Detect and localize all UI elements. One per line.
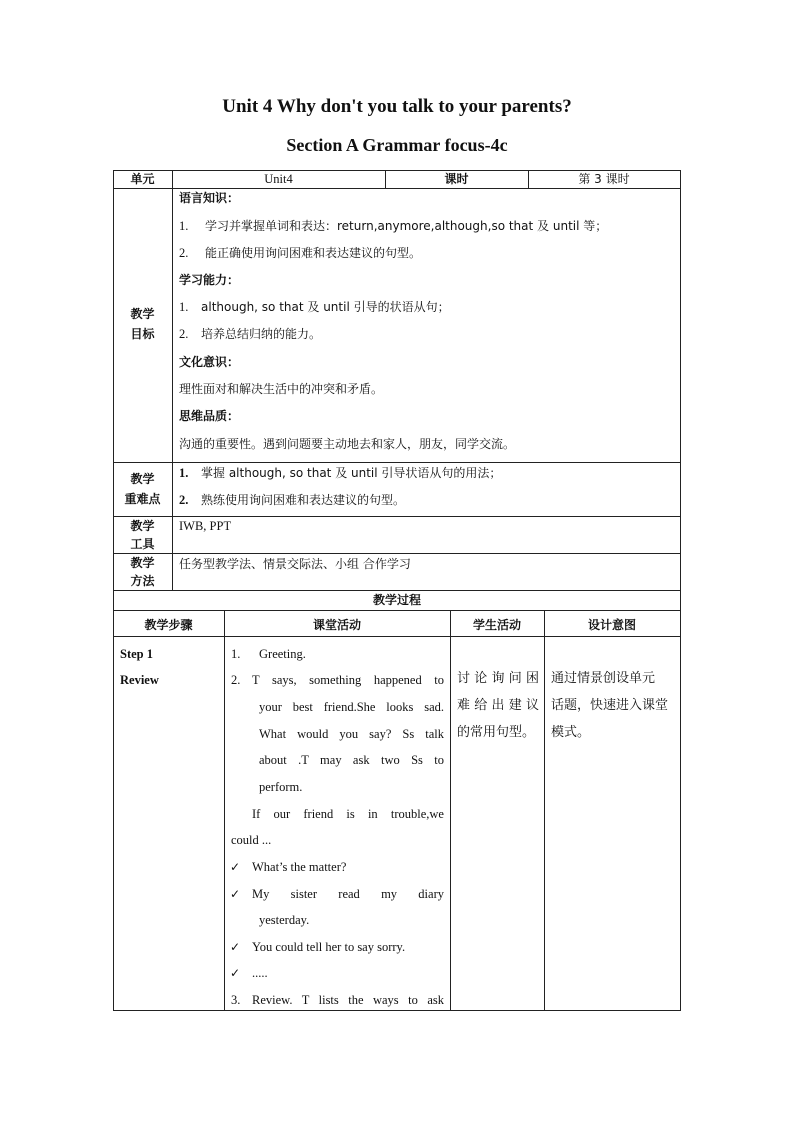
activity-item-2-line-5: perform.	[259, 780, 303, 794]
document-title: Unit 4 Why don't you talk to your parents?	[222, 96, 572, 117]
methods-label-2: 方法	[130, 574, 155, 588]
check-item-4: .....	[252, 966, 268, 980]
check-item-2-line-2: yesterday.	[259, 913, 310, 927]
column-header-steps: 教学步骤	[144, 618, 193, 632]
activity-item-num-1: 1.	[231, 647, 241, 661]
column-header-activities: 课堂活动	[312, 618, 361, 632]
check-item-2-line-1: My sister read my diary	[252, 887, 444, 901]
check-icon: ✓	[230, 940, 241, 954]
design-intention-line-2: 话题，快速进入课堂	[551, 698, 669, 713]
check-icon: ✓	[230, 860, 241, 874]
document-subtitle: Section A Grammar focus-4c	[286, 135, 508, 155]
objectives-label-1: 教学	[130, 307, 155, 321]
column-header-design: 设计意图	[587, 618, 636, 632]
check-icon: ✓	[230, 887, 241, 901]
step-name: Step 1	[120, 647, 153, 661]
activity-item-2-line-4: about .T may ask two Ss to	[259, 753, 444, 767]
design-intention-line-3: 模式。	[551, 725, 591, 740]
thinking-heading: 思维品质：	[179, 409, 240, 423]
activity-item-1: Greeting.	[259, 647, 306, 661]
language-item-num-2: 2.	[179, 246, 189, 260]
activity-item-2-line-1: T says, something happened to	[252, 673, 444, 687]
design-intention-line-1: 通过情景创设单元	[551, 671, 656, 686]
check-icon: ✓	[230, 966, 241, 980]
process-title: 教学过程	[372, 593, 421, 607]
activity-item-num-3: 3.	[231, 993, 241, 1007]
objectives-label-2: 目标	[130, 327, 155, 341]
activity-paragraph-line-2: could ...	[231, 833, 272, 847]
tools-value: IWB, PPT	[179, 519, 232, 533]
ability-item-1: although, so that 及 until 引导的状语从句；	[201, 300, 450, 314]
student-activity-line-2: 难给出建议	[457, 698, 539, 713]
check-item-1: What’s the matter?	[252, 860, 347, 874]
period-label: 课时	[444, 172, 469, 186]
keypoints-label-2: 重难点	[124, 492, 161, 506]
thinking-text: 沟通的重要性。遇到问题要主动地去和家人，朋友，同学交流。	[179, 437, 516, 451]
tools-label-2: 工具	[130, 537, 155, 551]
methods-label-1: 教学	[130, 556, 155, 570]
activity-paragraph-line-1: If our friend is in trouble,we	[252, 807, 444, 821]
ability-item-2: 培养总结归纳的能力。	[201, 327, 322, 341]
unit-label: 单元	[130, 172, 155, 186]
language-item-1: 学习并掌握单词和表达：return,anymore,although,so that 及 until 等；	[205, 219, 608, 233]
activity-item-2-line-2: your best friend.She looks sad.	[259, 700, 444, 714]
tools-label-1: 教学	[130, 519, 155, 533]
language-heading: 语言知识：	[179, 191, 240, 205]
keypoint-num-1: 1.	[179, 466, 189, 480]
check-item-3: You could tell her to say sorry.	[252, 940, 406, 954]
unit-value: Unit4	[264, 172, 293, 186]
activity-item-3: Review. T lists the ways to ask	[252, 993, 444, 1007]
student-activity-line-3: 的常用句型。	[457, 725, 536, 740]
keypoint-num-2: 2.	[179, 493, 189, 507]
keypoint-1: 掌握 although, so that 及 until 引导状语从句的用法；	[201, 466, 502, 480]
language-item-num-1: 1.	[179, 219, 189, 233]
activity-item-2-line-3: What would you say? Ss talk	[259, 727, 444, 741]
ability-item-num-1: 1.	[179, 300, 189, 314]
ability-heading: 学习能力：	[179, 273, 240, 287]
keypoint-2: 熟练使用询问困难和表达建议的句型。	[201, 493, 406, 507]
activity-item-num-2: 2.	[231, 673, 241, 687]
period-value: 第 3 课时	[578, 172, 630, 186]
column-header-students: 学生活动	[472, 618, 521, 632]
keypoints-label-1: 教学	[130, 472, 155, 486]
ability-item-num-2: 2.	[179, 327, 189, 341]
student-activity-line-1: 讨论询问困	[457, 671, 539, 686]
language-item-2: 能正确使用询问困难和表达建议的句型。	[205, 246, 422, 260]
culture-heading: 文化意识：	[179, 355, 240, 369]
step-phase: Review	[120, 673, 159, 687]
culture-text: 理性面对和解决生活中的冲突和矛盾。	[179, 382, 384, 396]
methods-value: 任务型教学法、情景交际法、小组 合作学习	[179, 557, 411, 571]
